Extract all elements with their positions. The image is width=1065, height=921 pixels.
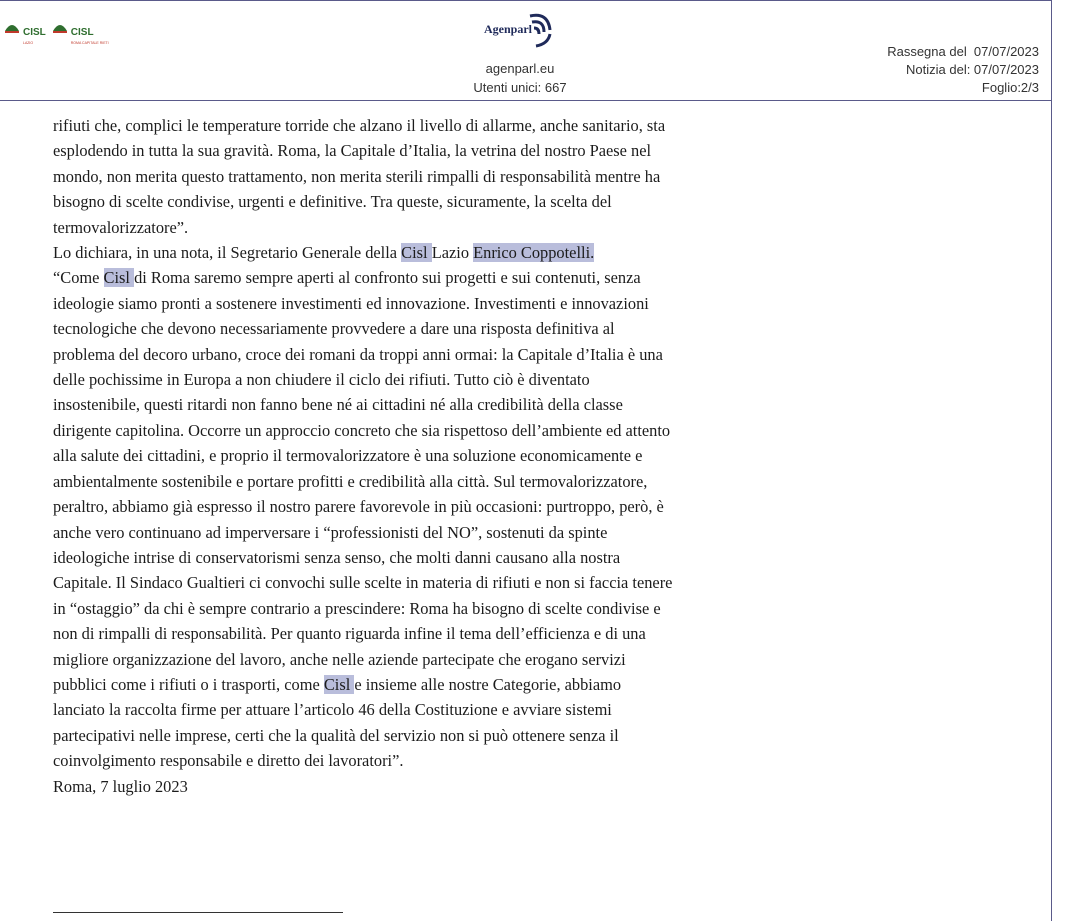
paragraph-3-text: e insieme alle nostre Categorie, abbiamo lanciato la raccolta firme per attuare l’articolo 46 della Costituzione e avviare sistemi partecipativi nelle imprese, certi che la qualità del servizio non si può ottenere senza il coinvolgimento responsabile e diretto dei lavoratori”. (53, 674, 622, 771)
paragraph-date: Roma, 7 luglio 2023 (53, 776, 188, 796)
cisl-logo-text: CISL (70, 27, 94, 38)
highlight-cisl: Cisl (323, 674, 355, 694)
cisl-roma-logo (52, 22, 109, 45)
source-url: agenparl.eu (485, 61, 555, 76)
highlight-name: Enrico Coppotelli. (473, 243, 595, 263)
unique-users: Utenti unici: 667 (473, 80, 567, 95)
agenparl-logo-text: Agenparl (484, 22, 532, 36)
highlight-cisl: Cisl (103, 268, 135, 288)
article-body (53, 113, 673, 799)
sheet-number: Foglio:2/3 (981, 80, 1039, 95)
paragraph-1: rifiuti che, complici le temperature torride che alzano il livello di allarme, anche sanitario, sta esplodendo in tutta la sua gravità. Roma, la Capitale d’Italia, la vetrina del nostro Paese nel mondo, non merita questo trattamento, non merita sterili rimpalli di responsabilità mentre ha bisogno di scelte condivise, urgenti e definitive. Tra queste, sicuramente, la scelta del termovalorizzatore”. (53, 116, 666, 237)
broadcast-waves-icon (524, 10, 556, 50)
cisl-logo-text: CISL (23, 27, 46, 38)
paragraph-2 (53, 240, 673, 265)
review-meta (887, 43, 1039, 97)
paragraph-3-text: di Roma saremo sempre aperti al confronto sui progetti e sui contenuti, senza ideologie siamo pronti a sostenere investimenti ed innovazione. Investimenti e innovazioni tecnologiche che devono necessariamente provvedere a dare una risposta definitiva al problema del decoro urbano, croce dei romani da troppi anni ormai: la Capitale d’Italia è una delle pochissime in Europa a non chiudere il ciclo dei rifiuti. Tutto ciò è diventato insostenibile, questi ritardi non fanno bene né ai cittadini né alla credibilità della classe dirigente capitolina. Occorre un approccio concreto che sia rispettoso dell’ambiente ed attento alla salute dei cittadini, e proprio il termovalorizzatore è una soluzione economicamente e ambientalmente sostenibile e portare profitti e credibilità alla città. Sul termovalorizzatore, peraltro, abbiamo già espresso il nostro parere favorevole in più occasioni: purtroppo, però, è anche vero continuano ad imperversare i “professionisti del NO”, sostenuti da spinte ideologiche intrise di conservatorismi senza senso, che molti danni causano alla nostra Capitale. Il Sindaco Gualtieri ci convochi sulle scelte in materia di rifiuti e non si faccia tenere in “ostaggio” da chi è sempre contrario a prescindere: Roma ha bisogno di scelte condivise e non di rimpalli di responsabilità. Per quanto riguarda infine il tema dell’efficienza e di una migliore organizzazione del lavoro, anche nelle aziende partecipate che erogano servizi pubblici come i rifiuti o i trasporti, come (53, 268, 673, 694)
cisl-logos (4, 22, 109, 45)
page-header (0, 0, 1052, 101)
cisl-logo-subtext: LAZIO (23, 41, 34, 45)
footer-divider (53, 912, 343, 913)
highlight-cisl: Cisl (401, 243, 432, 263)
cisl-logo-subtext: ROMA CAPITALE RIETI (70, 41, 109, 45)
cisl-emblem-icon (52, 22, 68, 34)
paragraph-3 (53, 265, 673, 773)
cisl-emblem-icon (4, 22, 20, 34)
paragraph-2-text: Lazio (431, 243, 474, 263)
notizia-date: Notizia del: 07/07/2023 (906, 62, 1039, 77)
paragraph-3-text: “Come (53, 268, 104, 288)
cisl-lazio-logo (4, 22, 46, 45)
rassegna-date: Rassegna del 07/07/2023 (887, 44, 1039, 59)
paragraph-2-text: Lo dichiara, in una nota, il Segretario Generale della (53, 243, 402, 263)
agenparl-logo (484, 10, 564, 50)
